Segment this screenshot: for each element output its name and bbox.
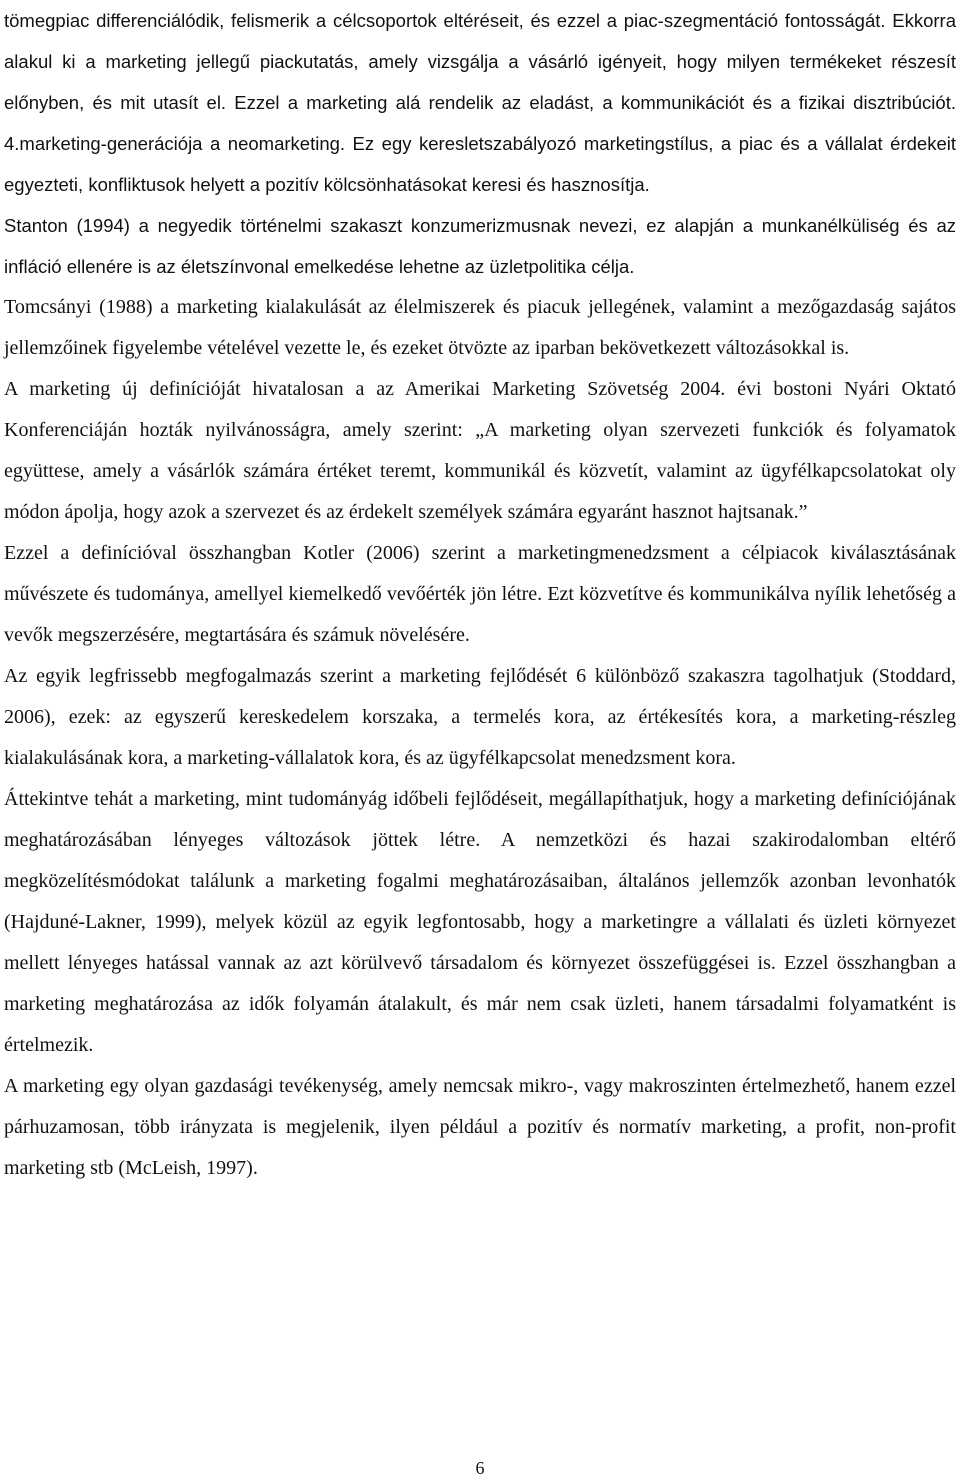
document-body — [4, 0, 956, 1189]
paragraph-text: A marketing új definícióját hivatalosan a az Amerikai Marketing Szövetség 2004. évi bostoni Nyári Oktató Konferenciáján hozták nyilvánosságra, amely szerint: „A marketing olyan szervezeti funkciók és folyamatok együttese, amely a vásárlók számára értéket teremt, kommunikál és közvetít, valamint az ügyfélkapcsolatokat oly módon ápolja, hogy azok a szervezet és az érdekelt személyek számára egyaránt hasznot hajtsanak.” — [4, 378, 956, 523]
paragraph-tomcsanyi — [4, 287, 956, 369]
paragraph-text: Ezzel a definícióval összhangban Kotler (2006) szerint a marketingmenedzsment a célpiacok kiválasztásának művészete és tudománya, amellyel kiemelkedő vevőérték jön létre. Ezt közvetítve és kommunikálva nyílik lehetőség a vevők megszerzésére, megtartására és számuk növelésére. — [4, 542, 956, 646]
page-number: 6 — [475, 1458, 485, 1478]
paragraph-text: Az egyik legfrissebb megfogalmazás szerint a marketing fejlődését 6 különböző szakaszra tagolhatjuk (Stoddard, 2006), ezek: az egyszerű kereskedelem korszaka, a termelés kora, az értékesítés kora, a marketing-részleg kialakulásának kora, a marketing-vállalatok kora, és az ügyfélkapcsolat menedzsment kora. — [4, 665, 956, 769]
paragraph-stanton — [4, 205, 956, 287]
paragraph-overview — [4, 779, 956, 1066]
paragraph-stoddard — [4, 656, 956, 779]
paragraph-neomarketing — [4, 0, 956, 205]
paragraph-kotler — [4, 533, 956, 656]
paragraph-text: Áttekintve tehát a marketing, mint tudományág időbeli fejlődéseit, megállapíthatjuk, hogy a marketing definíciójának meghatározásában lényeges változások jöttek létre. A nemzetközi és hazai szakirodalomban eltérő megközelítésmódokat találunk a marketing fogalmi meghatározásaiban, általános jellemzők azonban levonhatók (Hajduné-Lakner, 1999), melyek közül az egyik legfontosabb, hogy a marketingre a vállalati és üzleti környezet mellett lényeges hatással vannak az azt körülvevő társadalom és környezet összefüggései is. Ezzel összhangban a marketing meghatározása az idők folyamán átalakult, és már nem csak üzleti, hanem társadalmi folyamatként is értelmezik. — [4, 788, 956, 1056]
paragraph-text: Tomcsányi (1988) a marketing kialakulását az élelmiszerek és piacuk jellegének, valamint a mezőgazdaság sajátos jellemzőinek figyelembe vételével vezette le, és ezeket ötvözte az iparban bekövetkezett változásokkal is. — [4, 296, 956, 359]
paragraph-text: A marketing egy olyan gazdasági tevékenység, amely nemcsak mikro-, vagy makroszinten értelmezhető, hanem ezzel párhuzamosan, több irányzata is megjelenik, ilyen például a pozitív és normatív marketing, a profit, non-profit marketing stb (McLeish, 1997). — [4, 1075, 956, 1179]
paragraph-text: Stanton (1994) a negyedik történelmi szakaszt konzumerizmusnak nevezi, ez alapján a munkanélküliség és az infláció ellenére is az életszínvonal emelkedése lehetne az üzletpolitika célja. — [4, 215, 956, 277]
paragraph-text: tömegpiac differenciálódik, felismerik a célcsoportok eltéréseit, és ezzel a piac-szegmentáció fontosságát. Ekkorra alakul ki a marketing jellegű piackutatás, amely vizsgálja a vásárló igényeit, hogy milyen termékeket részesít előnyben, és mit utasít el. Ezzel a marketing alá rendelik az eladást, a kommunikációt és a fizikai disztribúciót. 4.marketing-generációja a neomarketing. Ez egy keresletszabályozó marketingstílus, a piac és a vállalat érdekeit egyezteti, konfliktusok helyett a pozitív kölcsönhatásokat keresi és hasznosítja. — [4, 10, 956, 195]
paragraph-mcleish — [4, 1066, 956, 1189]
paragraph-ama-definition — [4, 369, 956, 533]
